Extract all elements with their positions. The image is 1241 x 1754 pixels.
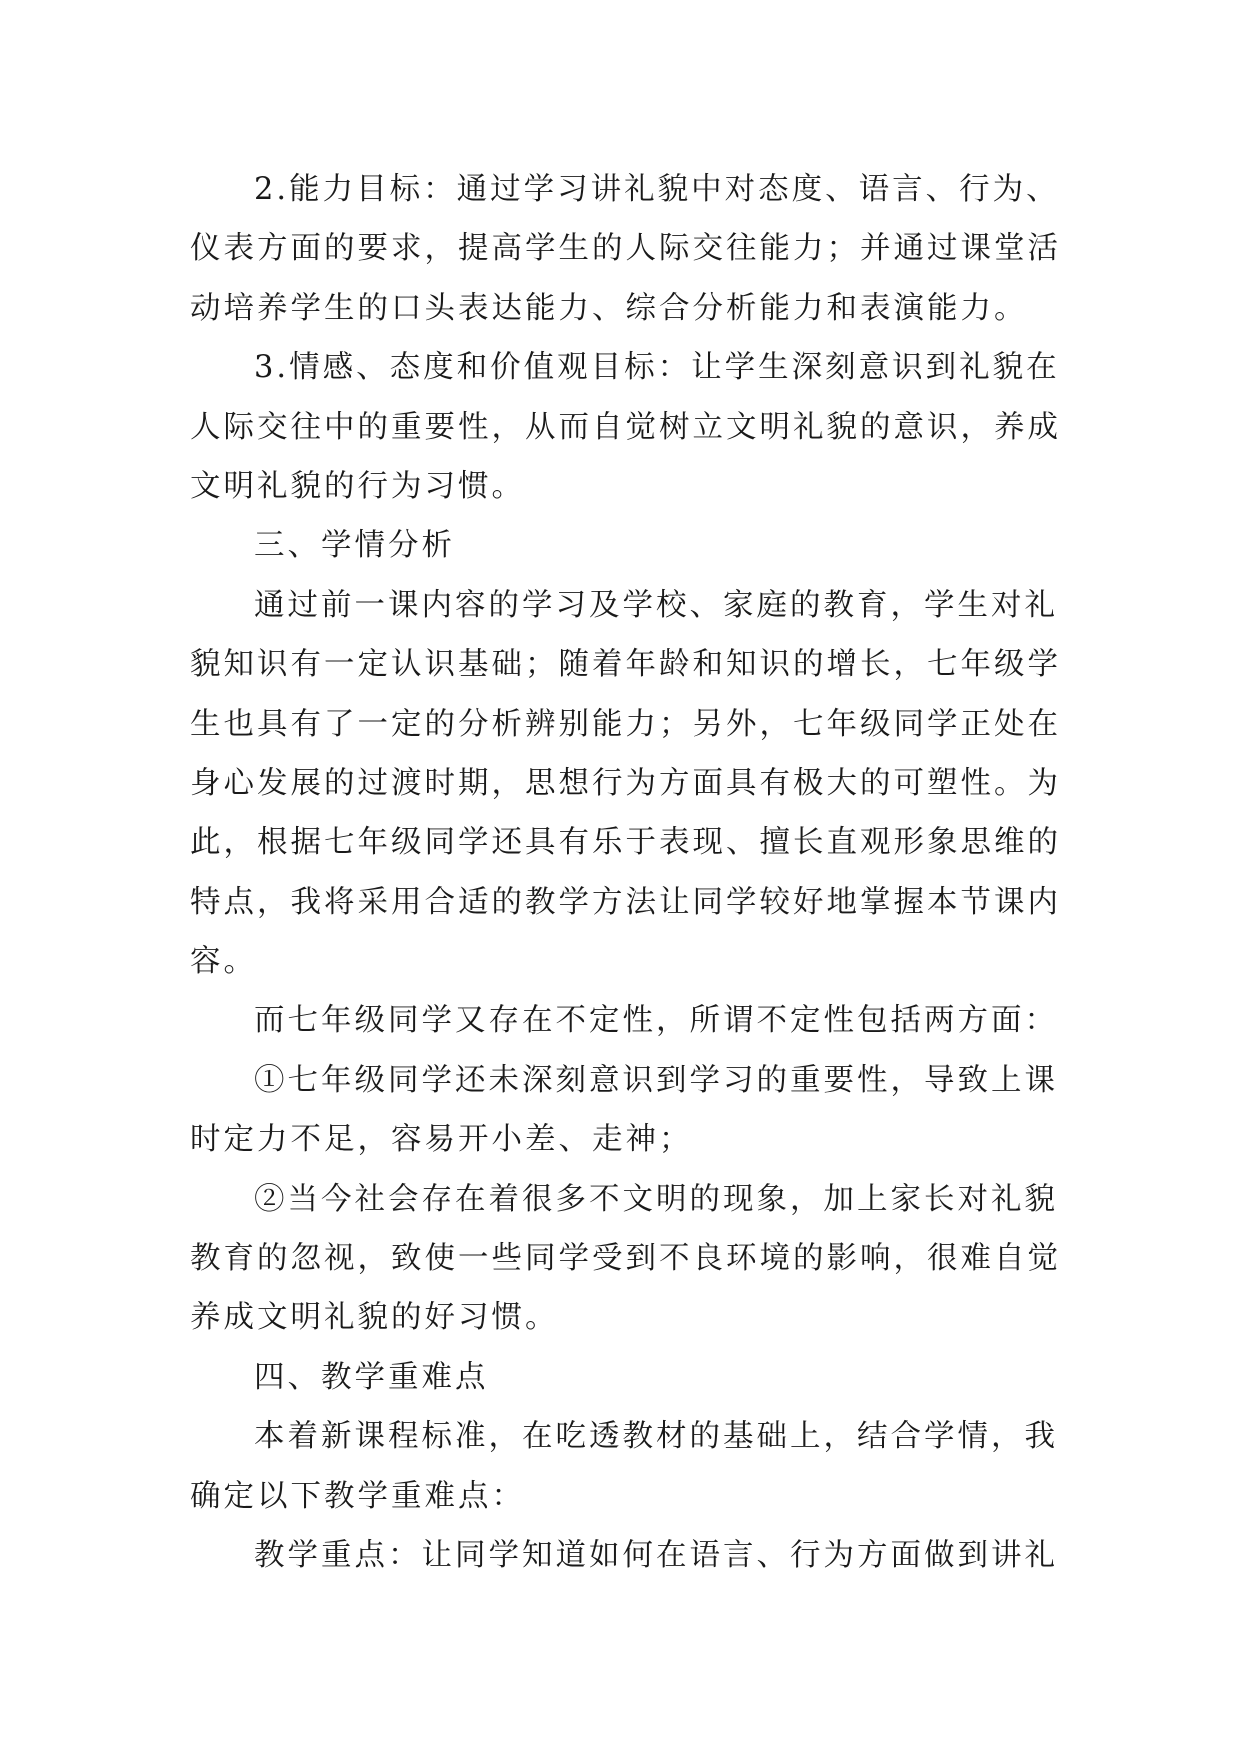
paragraph-emotion-goal (190, 338, 1061, 516)
text-line: 动培养学生的口头表达能力、综合分析能力和表演能力。 (190, 290, 1028, 326)
document-body (190, 160, 1061, 1585)
text-line: 教育的忽视，致使一些同学受到不良环境的影响，很难自觉 (190, 1241, 1061, 1277)
text-line: 通过前一课内容的学习及学校、家庭的教育，学生对礼 (254, 587, 1058, 623)
section-heading-learning-analysis (190, 516, 1050, 575)
paragraph-point-two (190, 1170, 1061, 1348)
paragraph-key-points-intro (190, 1407, 1058, 1526)
text-line: 特点，我将采用合适的教学方法让同学较好地掌握本节课内 (190, 884, 1061, 920)
text-line: 文明礼貌的行为习惯。 (190, 468, 525, 504)
paragraph-instability (190, 991, 1058, 1050)
text-line: 2.能力目标：通过学习讲礼貌中对态度、语言、行为、 (254, 172, 1060, 207)
text-line: 养成文明礼貌的好习惯。 (190, 1300, 559, 1336)
text-line: 3.情感、态度和价值观目标：让学生深刻意识到礼貌在 (254, 350, 1060, 386)
paragraph-learning-analysis (190, 576, 1061, 992)
section-heading-key-points (190, 1348, 1050, 1407)
text-line: 时定力不足，容易开小差、走神； (190, 1122, 693, 1158)
text-line: 貌知识有一定认识基础；随着年龄和知识的增长，七年级学 (190, 647, 1061, 683)
text-line: 生也具有了一定的分析辨别能力；另外，七年级同学正处在 (190, 706, 1061, 742)
text-line: 本着新课程标准，在吃透教材的基础上，结合学情，我 (254, 1419, 1058, 1455)
text-line: 而七年级同学又存在不定性，所谓不定性包括两方面： (254, 1003, 1058, 1039)
text-line: 人际交往中的重要性，从而自觉树立文明礼貌的意识，养成 (190, 409, 1061, 445)
text-line: 身心发展的过渡时期，思想行为方面具有极大的可塑性。为 (190, 765, 1061, 801)
text-line: 教学重点：让同学知道如何在语言、行为方面做到讲礼 (254, 1537, 1058, 1573)
text-line: 仪表方面的要求，提高学生的人际交往能力；并通过课堂活 (190, 231, 1061, 267)
heading-line: 四、教学重难点 (254, 1359, 489, 1395)
text-line: 确定以下教学重难点： (190, 1478, 525, 1514)
text-line: ①七年级同学还未深刻意识到学习的重要性，导致上课 (254, 1062, 1058, 1098)
heading-line: 三、学情分析 (254, 528, 455, 564)
text-line: 此，根据七年级同学还具有乐于表现、擅长直观形象思维的 (190, 825, 1061, 861)
paragraph-ability-goal (190, 160, 1061, 338)
text-line: ②当今社会存在着很多不文明的现象，加上家长对礼貌 (254, 1181, 1058, 1217)
text-line: 容。 (190, 944, 257, 980)
paragraph-teaching-focus (190, 1526, 1058, 1585)
paragraph-point-one (190, 1051, 1058, 1170)
